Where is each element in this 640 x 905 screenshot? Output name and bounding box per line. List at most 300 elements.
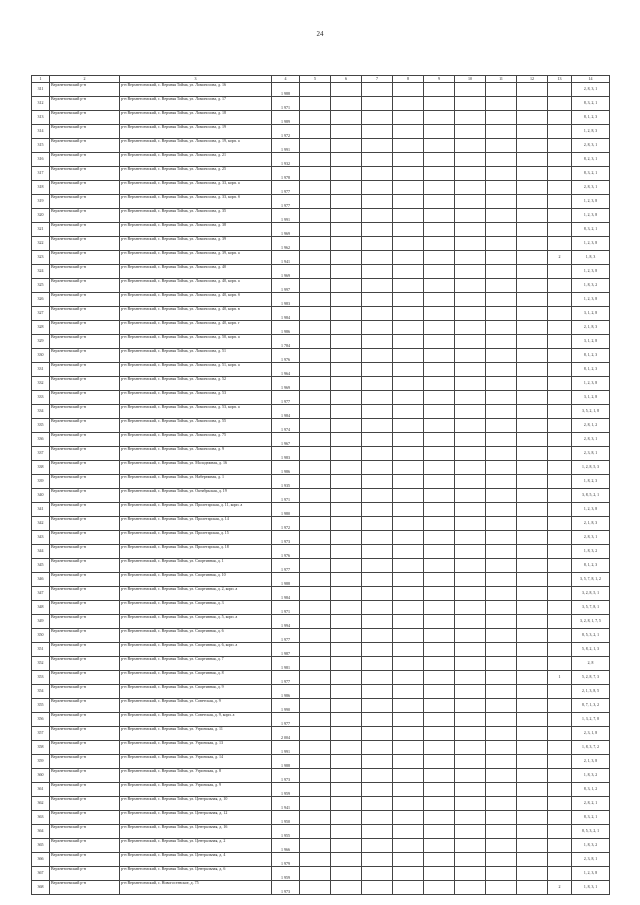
- col-8-cell: [393, 405, 424, 419]
- col-5-cell: [300, 195, 331, 209]
- year-cell: 1 980: [272, 503, 300, 517]
- row-number-cell: 341: [32, 503, 50, 517]
- col-5-cell: [300, 223, 331, 237]
- col-7-cell: [362, 531, 393, 545]
- col-9-cell: [424, 825, 455, 839]
- col-10-cell: [455, 391, 486, 405]
- district-cell: Верхнетоемский р-н: [50, 377, 120, 391]
- col-11-cell: [486, 825, 517, 839]
- col-13-cell: [548, 349, 572, 363]
- col-7-cell: [362, 881, 393, 895]
- col-13-cell: [548, 853, 572, 867]
- col-8-cell: [393, 741, 424, 755]
- col-5-cell: [300, 97, 331, 111]
- col-14-cell: 3, 5, 7, 8, 1, 2: [572, 573, 610, 587]
- col-5-cell: [300, 307, 331, 321]
- col-6-cell: [331, 251, 362, 265]
- col-10-cell: [455, 111, 486, 125]
- district-cell: Верхнетоемский р-н: [50, 755, 120, 769]
- col-10-cell: [455, 83, 486, 97]
- year-cell: 1 784: [272, 335, 300, 349]
- col-11-cell: [486, 713, 517, 727]
- col-6-cell: [331, 97, 362, 111]
- row-number-cell: 368: [32, 881, 50, 895]
- col-9-cell: [424, 517, 455, 531]
- col-10-cell: [455, 195, 486, 209]
- col-13-cell: [548, 167, 572, 181]
- year-cell: 1 941: [272, 251, 300, 265]
- col-14-cell: 2, 8, 3, 1: [572, 139, 610, 153]
- col-5-cell: [300, 853, 331, 867]
- col-6-cell: [331, 531, 362, 545]
- year-cell: 1 981: [272, 657, 300, 671]
- row-number-cell: 321: [32, 223, 50, 237]
- district-cell: Верхнетоемский р-н: [50, 741, 120, 755]
- district-cell: Верхнетоемский р-н: [50, 433, 120, 447]
- col-14-cell: 2, 3, 8, 1: [572, 853, 610, 867]
- col-14-cell: 8, 1, 2, 3: [572, 349, 610, 363]
- col-13-cell: [548, 461, 572, 475]
- address-cell: р-н Верхнетоемский, с. Верхняя Тойма, ул. Ломоносова, д. 51, корп. а: [120, 363, 272, 377]
- col-6-cell: [331, 111, 362, 125]
- col-5-cell: [300, 643, 331, 657]
- table-row: [32, 97, 610, 111]
- col-8-cell: [393, 685, 424, 699]
- row-number-cell: 320: [32, 209, 50, 223]
- col-13-cell: [548, 573, 572, 587]
- col-11-cell: [486, 727, 517, 741]
- col-12-cell: [517, 755, 548, 769]
- col-7-cell: [362, 629, 393, 643]
- col-13-cell: [548, 321, 572, 335]
- col-7-cell: [362, 447, 393, 461]
- col-13-cell: [548, 825, 572, 839]
- table-body: [32, 83, 610, 895]
- col-11-cell: [486, 293, 517, 307]
- row-number-cell: 346: [32, 573, 50, 587]
- district-cell: Верхнетоемский р-н: [50, 839, 120, 853]
- col-6-cell: [331, 153, 362, 167]
- col-9-cell: [424, 671, 455, 685]
- row-number-cell: 330: [32, 349, 50, 363]
- address-cell: р-н Верхнетоемский, с. Верхняя Тойма, ул. Ломоносова, д. 39: [120, 237, 272, 251]
- col-5-cell: [300, 839, 331, 853]
- col-9-cell: [424, 587, 455, 601]
- col-7-cell: [362, 97, 393, 111]
- year-cell: 1 978: [272, 167, 300, 181]
- col-7-cell: [362, 741, 393, 755]
- row-number-cell: 354: [32, 685, 50, 699]
- district-cell: Верхнетоемский р-н: [50, 671, 120, 685]
- table-row: [32, 111, 610, 125]
- col-13-cell: [548, 139, 572, 153]
- col-13-cell: [548, 405, 572, 419]
- col-10-cell: [455, 419, 486, 433]
- col-10-cell: [455, 713, 486, 727]
- col-6-cell: [331, 657, 362, 671]
- col-8-cell: [393, 265, 424, 279]
- col-14-cell: 2, 8, 1, 2: [572, 419, 610, 433]
- col-6-cell: [331, 825, 362, 839]
- col-13-cell: 2: [548, 881, 572, 895]
- col-11-cell: [486, 461, 517, 475]
- address-cell: р-н Верхнетоемский, с. Верхняя Тойма, ул. Ломоносова, д. 33, корп. а: [120, 181, 272, 195]
- col-11-cell: [486, 125, 517, 139]
- col-7-cell: [362, 321, 393, 335]
- district-cell: Верхнетоемский р-н: [50, 279, 120, 293]
- col-10-cell: [455, 433, 486, 447]
- year-cell: 1 988: [272, 573, 300, 587]
- col-13-cell: [548, 531, 572, 545]
- col-13-cell: [548, 559, 572, 573]
- col-9-cell: [424, 615, 455, 629]
- col-14-cell: 2, 1, 8, 3: [572, 321, 610, 335]
- col-7-cell: [362, 167, 393, 181]
- district-cell: Верхнетоемский р-н: [50, 881, 120, 895]
- col-7-cell: [362, 769, 393, 783]
- address-cell: р-н Верхнетоемский, с. Верхняя Тойма, ул. Ломоносова, д. 35: [120, 209, 272, 223]
- year-cell: 1 990: [272, 699, 300, 713]
- col-11-cell: [486, 811, 517, 825]
- col-8-cell: [393, 181, 424, 195]
- col-13-cell: [548, 685, 572, 699]
- col-12-cell: [517, 657, 548, 671]
- col-12-cell: [517, 363, 548, 377]
- col-5-cell: [300, 419, 331, 433]
- col-7-cell: [362, 783, 393, 797]
- col-9-cell: [424, 447, 455, 461]
- address-cell: р-н Верхнетоемский, с. Верхняя Тойма, ул. Спортивная, д. 8: [120, 671, 272, 685]
- table-row: [32, 797, 610, 811]
- year-cell: 1 964: [272, 363, 300, 377]
- year-cell: 1 994: [272, 615, 300, 629]
- col-9-cell: [424, 307, 455, 321]
- col-11-cell: [486, 685, 517, 699]
- col-9-cell: [424, 811, 455, 825]
- col-14-cell: 3, 1, 2, 8: [572, 335, 610, 349]
- col-13-cell: [548, 363, 572, 377]
- table-row: [32, 83, 610, 97]
- col-9-cell: [424, 489, 455, 503]
- col-12-cell: [517, 279, 548, 293]
- col-9-cell: [424, 181, 455, 195]
- col-14-cell: 2, 1, 3, 8: [572, 755, 610, 769]
- address-cell: р-н Верхнетоемский, с. Верхняя Тойма, ул. Спортивная, д. 2, корп. а: [120, 587, 272, 601]
- col-12-cell: [517, 517, 548, 531]
- col-10-cell: [455, 587, 486, 601]
- col-9-cell: [424, 97, 455, 111]
- district-cell: Верхнетоемский р-н: [50, 601, 120, 615]
- col-5-cell: [300, 769, 331, 783]
- col-7-cell: [362, 377, 393, 391]
- col-7-cell: [362, 867, 393, 881]
- col-14-cell: 1, 3, 2, 7, 8: [572, 713, 610, 727]
- table-row: [32, 181, 610, 195]
- col-12-cell: [517, 419, 548, 433]
- col-6-cell: [331, 293, 362, 307]
- col-12-cell: [517, 447, 548, 461]
- year-cell: 1 955: [272, 825, 300, 839]
- col-14-cell: 8, 3, 2, 1: [572, 811, 610, 825]
- col-12-cell: [517, 727, 548, 741]
- col-6-cell: [331, 545, 362, 559]
- col-14-cell: 1, 8, 2, 3: [572, 475, 610, 489]
- col-5-cell: [300, 783, 331, 797]
- row-number-cell: 349: [32, 615, 50, 629]
- table-row: [32, 265, 610, 279]
- col-9-cell: [424, 853, 455, 867]
- col-13-cell: [548, 699, 572, 713]
- col-8-cell: [393, 167, 424, 181]
- col-5-cell: [300, 629, 331, 643]
- district-cell: Верхнетоемский р-н: [50, 545, 120, 559]
- col-12-cell: [517, 629, 548, 643]
- col-7-cell: [362, 349, 393, 363]
- col-13-cell: [548, 307, 572, 321]
- col-10-cell: [455, 615, 486, 629]
- address-cell: р-н Верхнетоемский, с. Верхняя Тойма, ул. Советская, д. 9: [120, 699, 272, 713]
- col-5-cell: [300, 83, 331, 97]
- col-13-cell: [548, 265, 572, 279]
- table-row: [32, 363, 610, 377]
- col-13-cell: [548, 811, 572, 825]
- col-8-cell: [393, 531, 424, 545]
- district-cell: Верхнетоемский р-н: [50, 181, 120, 195]
- address-cell: р-н Верхнетоемский, с. Верхняя Тойма, ул. Ломоносова, д. 75: [120, 433, 272, 447]
- col-12-cell: [517, 139, 548, 153]
- col-8-cell: [393, 867, 424, 881]
- col-10-cell: [455, 321, 486, 335]
- col-6-cell: [331, 811, 362, 825]
- col-10-cell: [455, 139, 486, 153]
- col-7-cell: [362, 223, 393, 237]
- col-10-cell: [455, 755, 486, 769]
- col-10-cell: [455, 307, 486, 321]
- year-cell: 1 972: [272, 517, 300, 531]
- col-11-cell: [486, 573, 517, 587]
- address-cell: р-н Верхнетоемский, с. Верхняя Тойма, ул. Угринская, д. 14: [120, 755, 272, 769]
- col-6-cell: [331, 391, 362, 405]
- col-5-cell: [300, 321, 331, 335]
- year-cell: 1 973: [272, 531, 300, 545]
- col-10-cell: [455, 601, 486, 615]
- table-row: [32, 783, 610, 797]
- col-9-cell: [424, 223, 455, 237]
- address-cell: р-н Верхнетоемский, с. Верхняя Тойма, ул. Пролетарская, д. 18: [120, 545, 272, 559]
- col-6-cell: [331, 853, 362, 867]
- col-10-cell: [455, 335, 486, 349]
- col-10-cell: [455, 517, 486, 531]
- year-cell: 1 977: [272, 559, 300, 573]
- col-8-cell: [393, 279, 424, 293]
- col-13-cell: [548, 377, 572, 391]
- page-number: 24: [316, 30, 324, 38]
- year-cell: 1 977: [272, 713, 300, 727]
- row-number-cell: 327: [32, 307, 50, 321]
- col-10-cell: [455, 839, 486, 853]
- col-7-cell: [362, 839, 393, 853]
- col-11-cell: [486, 195, 517, 209]
- year-cell: 1 977: [272, 391, 300, 405]
- col-7-cell: [362, 153, 393, 167]
- col-10-cell: [455, 685, 486, 699]
- table-row: [32, 349, 610, 363]
- address-cell: р-н Верхнетоемский, с. Верхняя Тойма, ул. Ломоносова, д. 40, корп. а: [120, 279, 272, 293]
- col-14-cell: 1, 2, 3, 8: [572, 209, 610, 223]
- col-6-cell: [331, 363, 362, 377]
- col-11-cell: [486, 699, 517, 713]
- col-6-cell: [331, 335, 362, 349]
- col-6-cell: [331, 503, 362, 517]
- col-6-cell: [331, 83, 362, 97]
- col-10-cell: [455, 573, 486, 587]
- col-8-cell: [393, 349, 424, 363]
- table-row: [32, 545, 610, 559]
- col-8-cell: [393, 545, 424, 559]
- col-5-cell: [300, 657, 331, 671]
- col-10-cell: [455, 797, 486, 811]
- row-number-cell: 363: [32, 811, 50, 825]
- col-6-cell: [331, 489, 362, 503]
- district-cell: Верхнетоемский р-н: [50, 657, 120, 671]
- column-header: 13: [548, 76, 572, 83]
- col-14-cell: 1, 2, 3, 8: [572, 195, 610, 209]
- column-header: 12: [517, 76, 548, 83]
- col-11-cell: [486, 405, 517, 419]
- col-10-cell: [455, 769, 486, 783]
- year-cell: 1 950: [272, 811, 300, 825]
- col-11-cell: [486, 419, 517, 433]
- col-14-cell: 5, 8, 2, 1, 3: [572, 643, 610, 657]
- col-14-cell: 1, 8, 3, 2: [572, 279, 610, 293]
- col-13-cell: [548, 293, 572, 307]
- row-number-cell: 315: [32, 139, 50, 153]
- address-cell: р-н Верхнетоемский, с. Верхняя Тойма, ул. Ломоносова, д. 40, корп. б: [120, 293, 272, 307]
- col-13-cell: [548, 741, 572, 755]
- column-header: 4: [272, 76, 300, 83]
- table-row: [32, 251, 610, 265]
- col-6-cell: [331, 433, 362, 447]
- col-5-cell: [300, 741, 331, 755]
- col-5-cell: [300, 461, 331, 475]
- col-12-cell: [517, 475, 548, 489]
- col-9-cell: [424, 251, 455, 265]
- col-12-cell: [517, 293, 548, 307]
- col-14-cell: 3, 1, 2, 8: [572, 391, 610, 405]
- col-13-cell: [548, 839, 572, 853]
- table-row: [32, 167, 610, 181]
- col-13-cell: [548, 419, 572, 433]
- address-cell: р-н Верхнетоемский, с. Верхняя Тойма, ул. Ломоносова, д. 53, корп. а: [120, 405, 272, 419]
- year-cell: 1 991: [272, 741, 300, 755]
- column-header: 1: [32, 76, 50, 83]
- col-6-cell: [331, 573, 362, 587]
- district-cell: Верхнетоемский р-н: [50, 783, 120, 797]
- address-cell: р-н Верхнетоемский, с. Верхняя Тойма, ул. Ломоносова, д. 21: [120, 153, 272, 167]
- col-6-cell: [331, 139, 362, 153]
- col-8-cell: [393, 447, 424, 461]
- col-13-cell: [548, 755, 572, 769]
- row-number-cell: 314: [32, 125, 50, 139]
- col-11-cell: [486, 657, 517, 671]
- col-7-cell: [362, 475, 393, 489]
- col-10-cell: [455, 125, 486, 139]
- district-cell: Верхнетоемский р-н: [50, 853, 120, 867]
- address-cell: р-н Верхнетоемский, с. Верхняя Тойма, ул. Спортивная, д. 7: [120, 657, 272, 671]
- district-cell: Верхнетоемский р-н: [50, 223, 120, 237]
- col-12-cell: [517, 223, 548, 237]
- col-14-cell: 2, 8, 3, 1: [572, 181, 610, 195]
- table-row: [32, 153, 610, 167]
- col-11-cell: [486, 321, 517, 335]
- col-13-cell: [548, 545, 572, 559]
- address-cell: р-н Верхнетоемский, с. Верхняя Тойма, ул. Пролетарская, д. 15: [120, 531, 272, 545]
- table-row: [32, 377, 610, 391]
- col-12-cell: [517, 153, 548, 167]
- district-cell: Верхнетоемский р-н: [50, 867, 120, 881]
- col-5-cell: [300, 265, 331, 279]
- table-row: [32, 671, 610, 685]
- col-12-cell: [517, 181, 548, 195]
- row-number-cell: 361: [32, 783, 50, 797]
- district-cell: Верхнетоемский р-н: [50, 615, 120, 629]
- col-11-cell: [486, 559, 517, 573]
- col-9-cell: [424, 755, 455, 769]
- col-10-cell: [455, 559, 486, 573]
- col-10-cell: [455, 97, 486, 111]
- address-cell: р-н Верхнетоемский, с. Верхняя Тойма, ул. Ломоносова, д. 38: [120, 223, 272, 237]
- col-9-cell: [424, 321, 455, 335]
- address-cell: р-н Верхнетоемский, с. Верхняя Тойма, ул. Пролетарская, д. 14: [120, 517, 272, 531]
- col-13-cell: [548, 629, 572, 643]
- col-6-cell: [331, 881, 362, 895]
- col-6-cell: [331, 419, 362, 433]
- col-9-cell: [424, 349, 455, 363]
- col-5-cell: [300, 125, 331, 139]
- table-row: [32, 237, 610, 251]
- district-cell: Верхнетоемский р-н: [50, 797, 120, 811]
- col-7-cell: [362, 545, 393, 559]
- col-9-cell: [424, 867, 455, 881]
- address-cell: р-н Верхнетоемский, с. Верхняя Тойма, ул. Ломоносова, д. 9: [120, 447, 272, 461]
- year-cell: 2 004: [272, 727, 300, 741]
- col-5-cell: [300, 181, 331, 195]
- col-5-cell: [300, 825, 331, 839]
- district-cell: Верхнетоемский р-н: [50, 349, 120, 363]
- col-9-cell: [424, 195, 455, 209]
- col-8-cell: [393, 475, 424, 489]
- col-7-cell: [362, 727, 393, 741]
- col-12-cell: [517, 307, 548, 321]
- col-8-cell: [393, 321, 424, 335]
- address-cell: р-н Верхнетоемский, с. Верхняя Тойма, ул. Пролетарская, д. 11, корп. а: [120, 503, 272, 517]
- col-14-cell: 2, 3, 1, 8: [572, 727, 610, 741]
- col-12-cell: [517, 839, 548, 853]
- col-5-cell: [300, 573, 331, 587]
- col-9-cell: [424, 769, 455, 783]
- table-row: [32, 293, 610, 307]
- address-cell: р-н Верхнетоемский, с. Верхняя Тойма, ул. Ломоносова, д. 40, корп. в: [120, 307, 272, 321]
- col-8-cell: [393, 209, 424, 223]
- col-8-cell: [393, 811, 424, 825]
- col-10-cell: [455, 461, 486, 475]
- col-8-cell: [393, 573, 424, 587]
- col-6-cell: [331, 321, 362, 335]
- column-header: 9: [424, 76, 455, 83]
- col-11-cell: [486, 391, 517, 405]
- row-number-cell: 365: [32, 839, 50, 853]
- year-cell: 1 971: [272, 489, 300, 503]
